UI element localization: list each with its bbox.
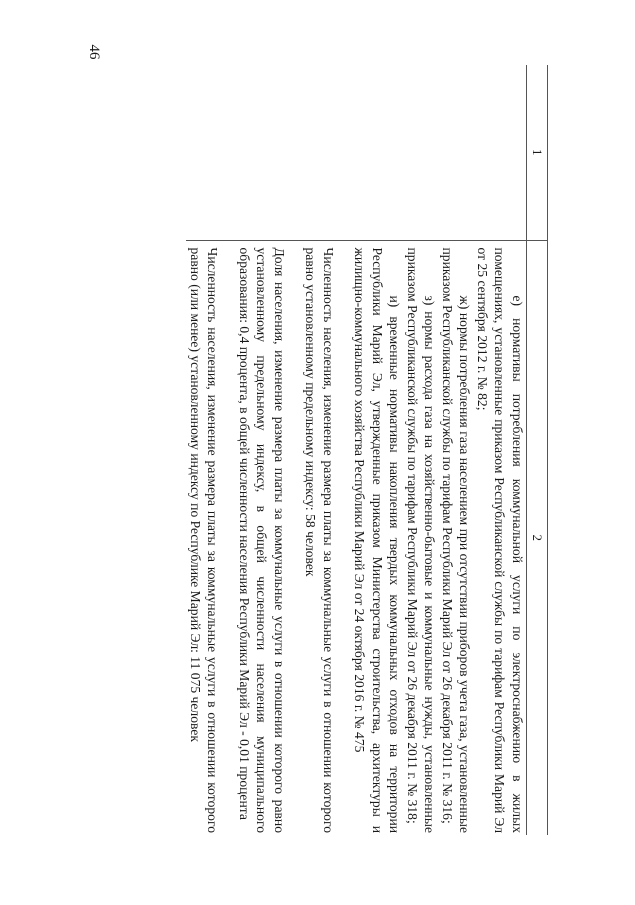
norm-item-zh: ж) нормы потребления газа населением при отсутствии приборов учета газа, установленные приказом Республиканской службы по тарифам Республики Марий Эл от 26 декабря 2011 г. № 316; (440, 247, 473, 833)
rotated-table-container (118, 65, 548, 835)
population-count-paragraph: Численность населения, изменение размера платы за коммунальные услуги в отношении которого равно установленному предельному индексу: 58 человек (303, 247, 336, 833)
population-share-paragraph: Доля населения, изменение размера платы за коммунальные услуги в отношении которого равно установленному предельному индексу, в общей численности населения муниципального образования: 0,4 процента, в общей численности населения Республики Марий Эл - 0,01 процента (237, 247, 287, 833)
page-number: 46 (86, 44, 102, 60)
column-1-cell (187, 65, 527, 240)
population-region-paragraph: Численность населения, изменение размера платы за коммунальные услуги в отношении которого равно (или менее) установленному индексу по Республике Марий Эл: 11 075 человек (188, 247, 221, 833)
column-2-cell (187, 240, 527, 835)
norm-item-e: е) нормативы потребления коммунальной услуги по электроснабжению в жилых помещениях, установленные приказом Республиканской службы по тарифам Республики Марий Эл от 25 сентября 2012 г. № 82; (475, 247, 525, 833)
norm-item-z: з) нормы расхода газа на хозяйственно-бытовые и коммунальные нужды, установленные приказом Республиканской службы по тарифам Республики Марий Эл от 26 декабря 2011 г. № 318; (405, 247, 438, 833)
paragraph-spacer (337, 248, 351, 834)
document-table (187, 65, 549, 835)
table-header-row (527, 65, 548, 835)
paragraph-spacer (288, 248, 302, 834)
paragraph-spacer (222, 248, 236, 834)
norm-item-i: и) временные нормативы накопления твердых коммунальных отходов на территории Республики Марий Эл, утвержденные приказом Министерства строительства, архитектуры и жилищно-коммунального хозяйства Республики Марий Эл от 24 октября 2016 г. № 475 (352, 247, 403, 833)
column-header-1: 1 (527, 65, 548, 240)
column-header-2: 2 (527, 240, 548, 835)
table-body-row (187, 65, 527, 835)
